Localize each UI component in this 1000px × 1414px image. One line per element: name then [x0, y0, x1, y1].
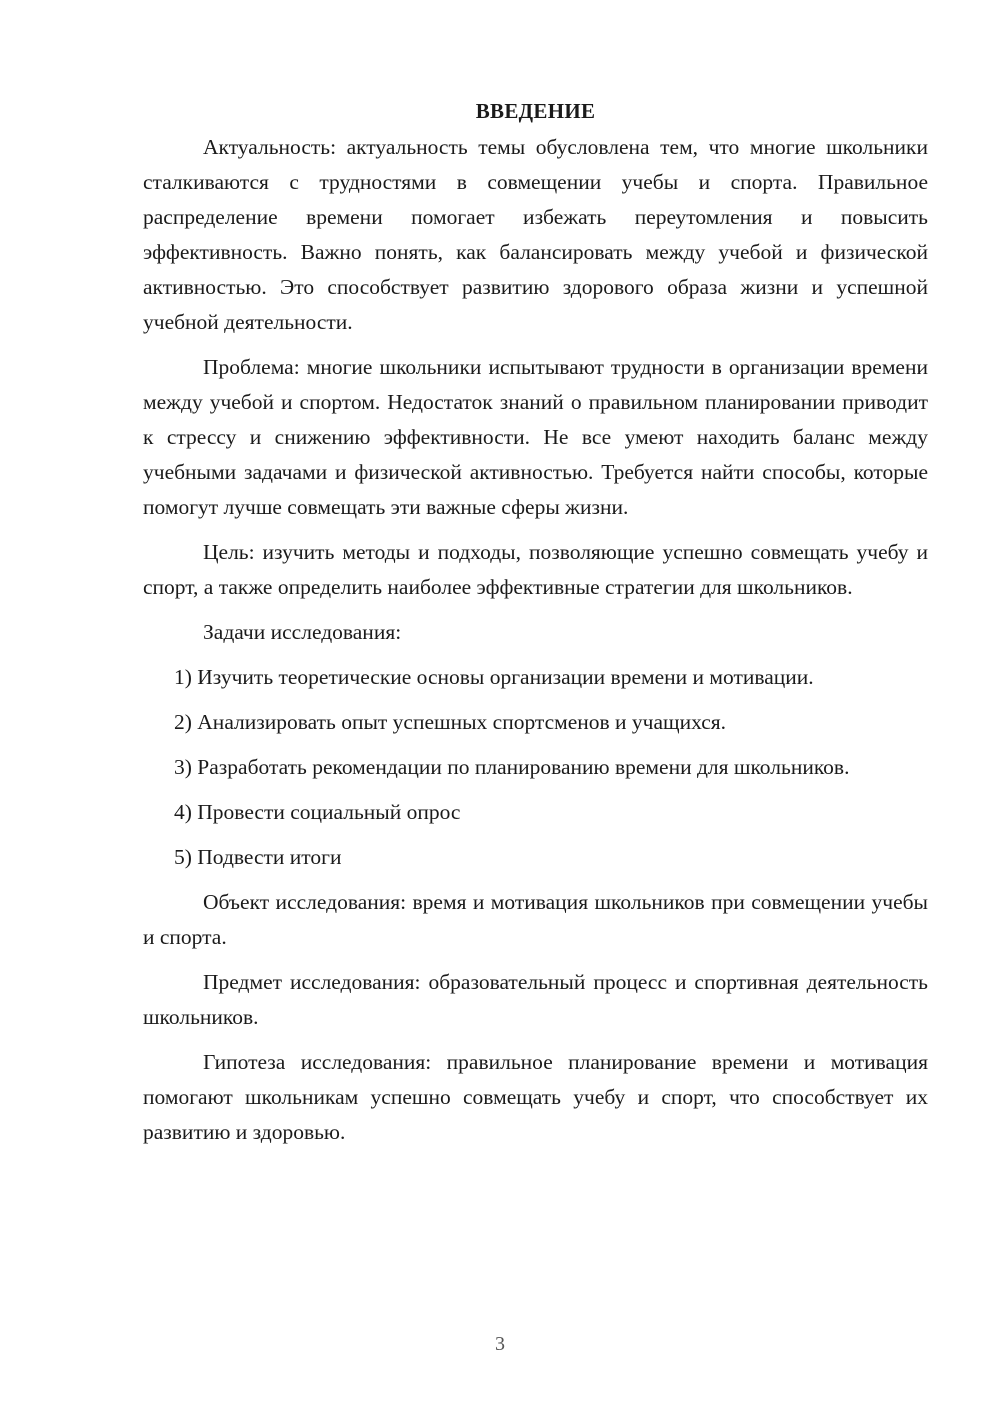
task-item-3: 3) Разработать рекомендации по планированию времени для школьников. [174, 755, 850, 779]
document-page [143, 96, 928, 1160]
paragraph-subject: Предмет исследования: образовательный процесс и спортивная деятельность школьников. [143, 970, 928, 1029]
task-item-4: 4) Провести социальный опрос [174, 800, 461, 824]
paragraph-hypothesis: Гипотеза исследования: правильное планирование времени и мотивация помогают школьникам успешно совмещать учебу и спорт, что способствует их развитию и здоровью. [143, 1050, 928, 1144]
task-item-2: 2) Анализировать опыт успешных спортсменов и учащихся. [174, 710, 727, 734]
tasks-heading: Задачи исследования: [203, 620, 402, 644]
paragraph-problem: Проблема: многие школьники испытывают трудности в организации времени между учебой и спортом. Недостаток знаний о правильном планировании приводит к стрессу и снижению эффективности. Не все умеют находить баланс между учебными задачами и физической активностью. Требуется найти способы, которые помогут лучше совмещать эти важные сферы жизни. [143, 355, 928, 519]
paragraph-relevance: Актуальность: актуальность темы обусловлена тем, что многие школьники сталкиваются с трудностями в совмещении учебы и спорта. Правильное распределение времени помогает избежать переутомления и повысить эффективность. Важно понять, как балансировать между учебой и физической активностью. Это способствует развитию здорового образа жизни и успешной учебной деятельности. [143, 135, 928, 334]
page-title: ВВЕДЕНИЕ [475, 99, 596, 123]
page-number: 3 [495, 1333, 505, 1355]
task-item-5: 5) Подвести итоги [174, 845, 342, 869]
paragraph-object: Объект исследования: время и мотивация школьников при совмещении учебы и спорта. [143, 890, 928, 949]
task-item-1: 1) Изучить теоретические основы организации времени и мотивации. [174, 665, 814, 689]
paragraph-goal: Цель: изучить методы и подходы, позволяющие успешно совмещать учебу и спорт, а также определить наиболее эффективные стратегии для школьников. [143, 540, 928, 599]
